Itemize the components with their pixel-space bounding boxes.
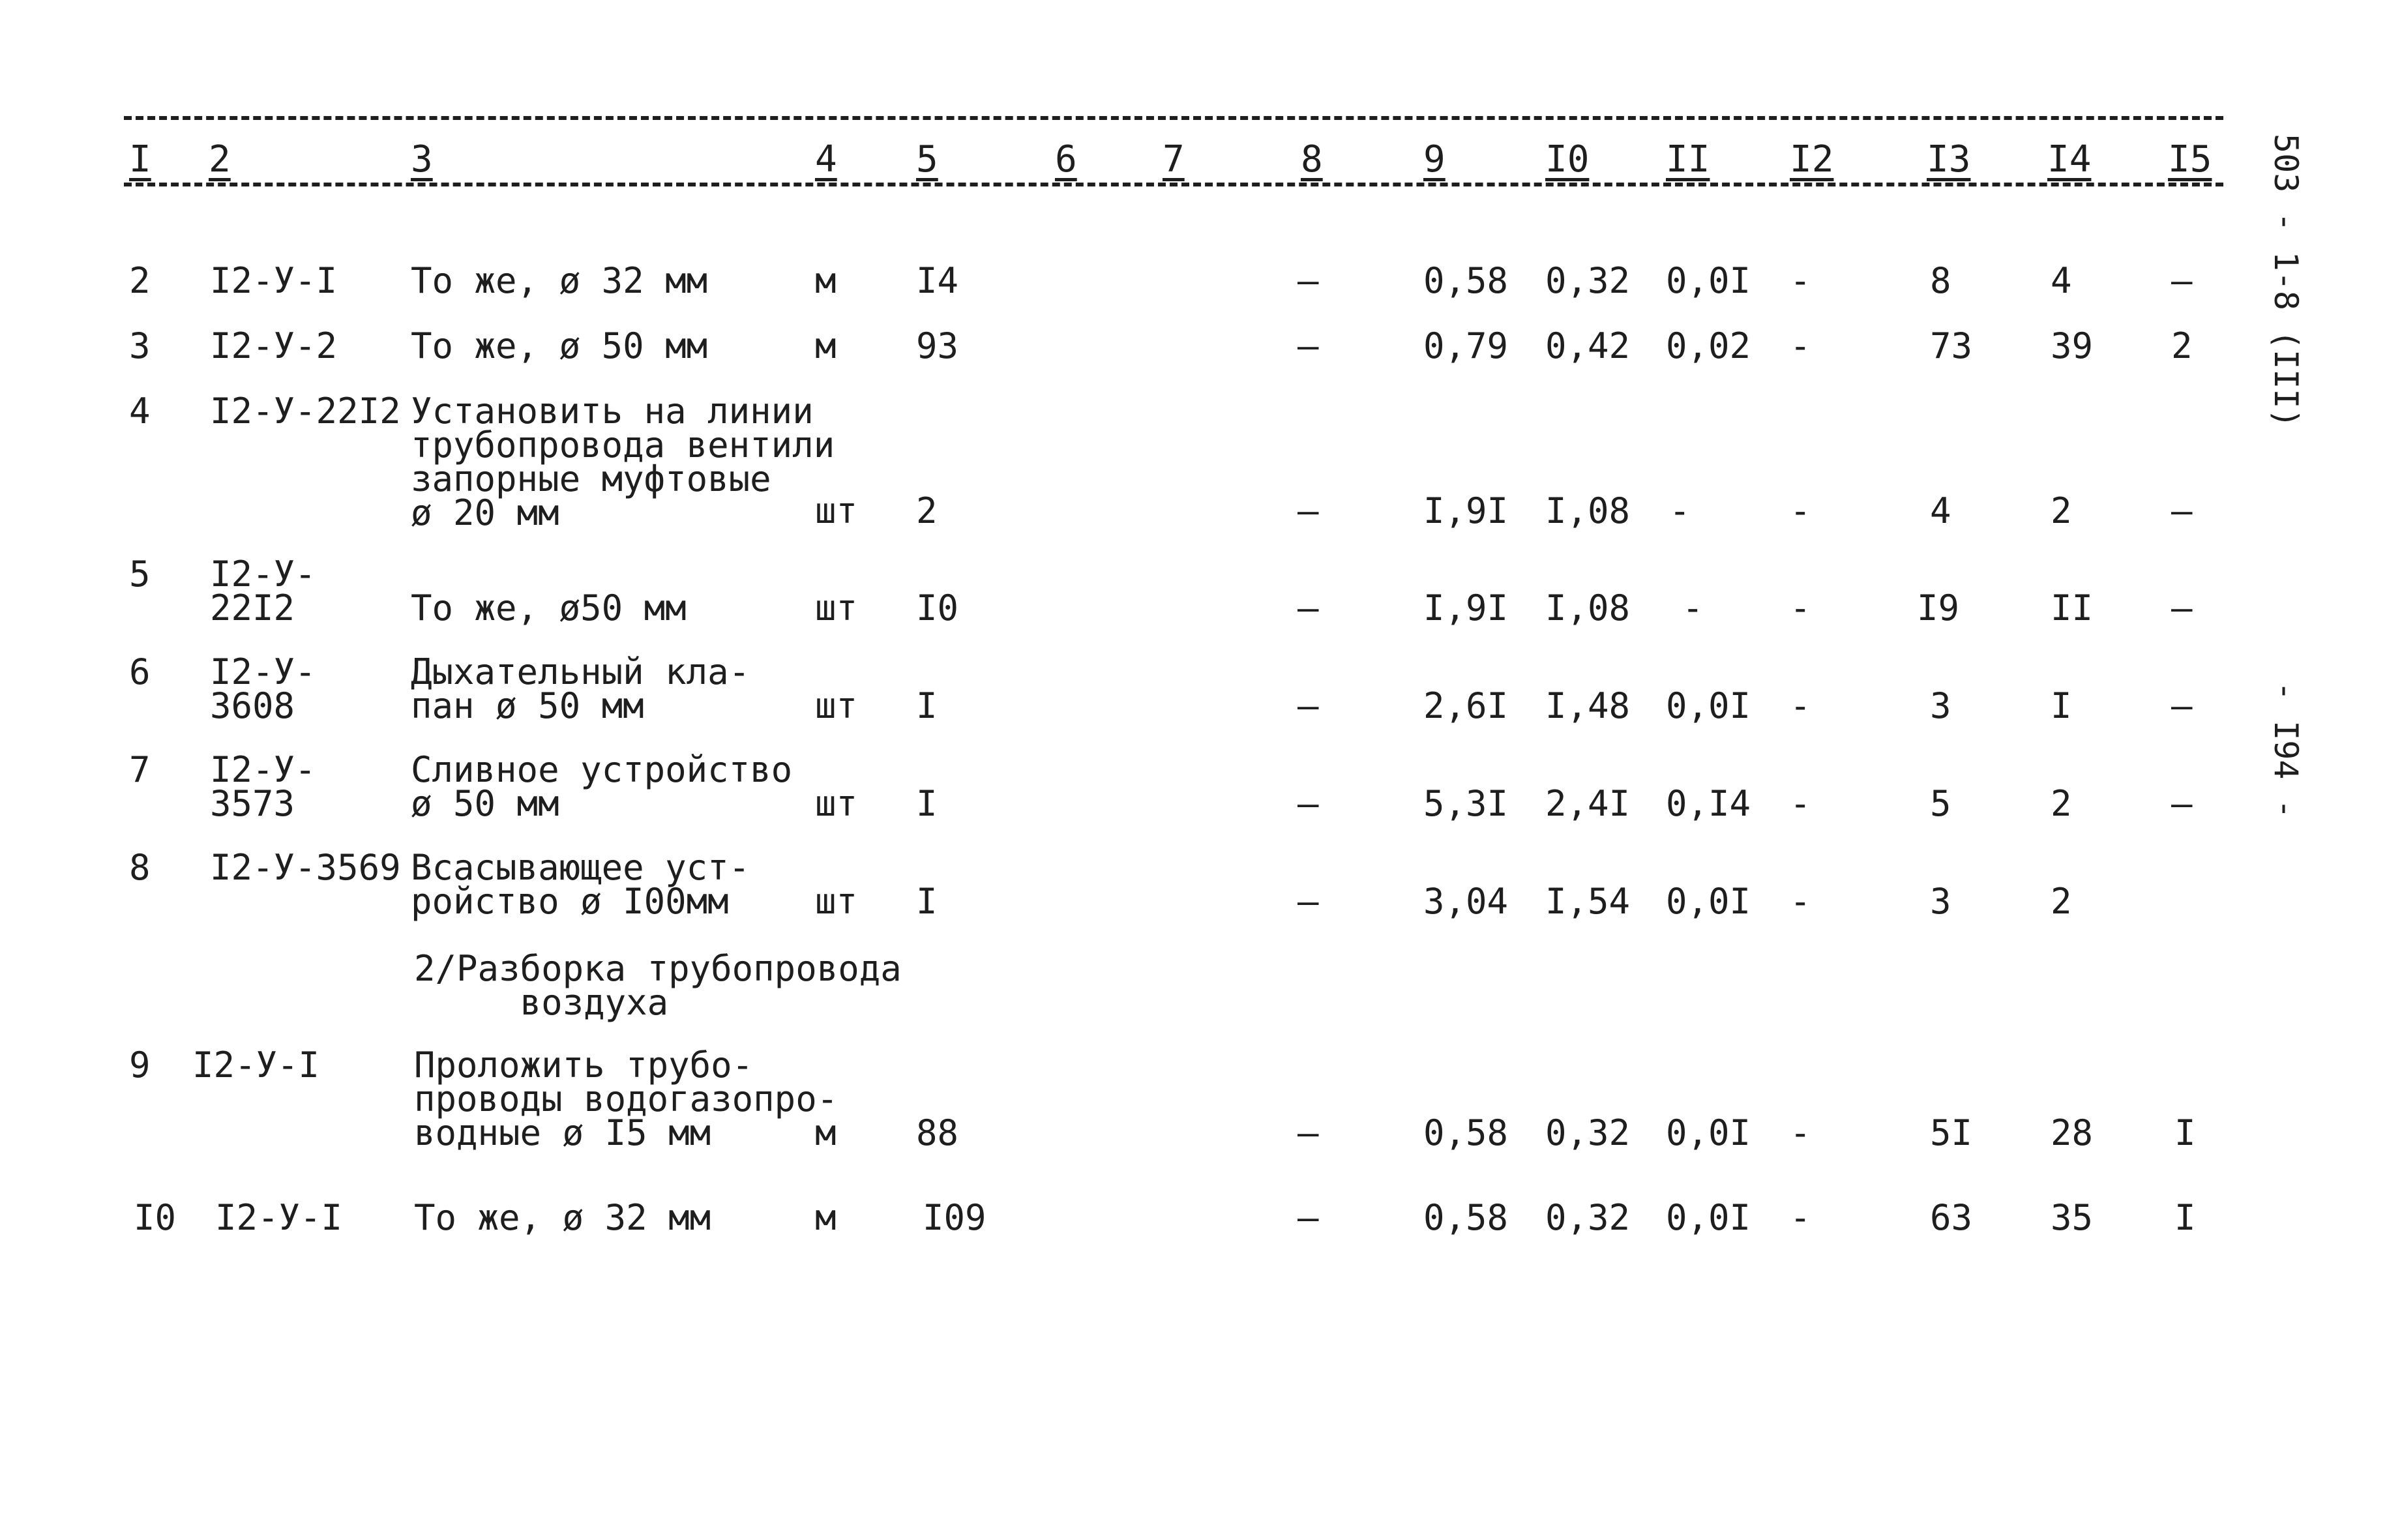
- col-12-value: -: [1790, 1197, 1811, 1238]
- col-11-value: 0,02: [1666, 325, 1751, 366]
- col-15-value: I: [2174, 1197, 2196, 1238]
- col-9-value: 0,58: [1423, 1197, 1509, 1238]
- col-14-value: I: [2051, 685, 2072, 726]
- work-description: Дыхательный кла- пан ø 50 мм: [411, 651, 750, 726]
- row-number: 3: [129, 325, 151, 366]
- quantity: I4: [916, 260, 959, 301]
- unit: м: [815, 1112, 837, 1153]
- header-col-14: I4: [2047, 138, 2092, 181]
- unit: шт: [815, 685, 858, 726]
- col-13-value: 4: [1930, 490, 1951, 531]
- rate-code: I2-У- 22I2: [210, 554, 316, 629]
- rate-code: I2-У-2: [210, 325, 338, 366]
- rate-code: I2-У-22I2: [210, 391, 401, 432]
- col-8-value: –: [1297, 325, 1319, 366]
- col-14-value: 28: [2051, 1112, 2094, 1153]
- rate-code: I2-У-I: [215, 1197, 343, 1238]
- col-9-value: I,9I: [1423, 490, 1509, 531]
- col-15-value: –: [2171, 587, 2193, 629]
- col-9-value: 3,04: [1423, 881, 1509, 922]
- col-12-value: -: [1790, 685, 1811, 726]
- col-15-value: I: [2174, 1112, 2196, 1153]
- col-10-value: I,08: [1545, 587, 1631, 629]
- col-13-value: 8: [1930, 260, 1951, 301]
- col-14-value: 2: [2051, 490, 2072, 531]
- col-9-value: 0,58: [1423, 260, 1509, 301]
- col-10-value: 2,4I: [1545, 783, 1631, 824]
- col-10-value: I,08: [1545, 490, 1631, 531]
- col-10-value: I,48: [1545, 685, 1631, 726]
- col-15-value: –: [2171, 490, 2193, 531]
- rate-code: I2-У- 3608: [210, 651, 316, 726]
- quantity: I0: [916, 587, 959, 629]
- col-10-value: 0,32: [1545, 1112, 1631, 1153]
- col-11-value: 0,0I: [1666, 1112, 1751, 1153]
- work-description: Сливное устройство ø 50 мм: [411, 749, 793, 824]
- col-10-value: 0,42: [1545, 325, 1631, 366]
- work-description: То же, ø 32 мм: [414, 1197, 711, 1238]
- col-11-value: 0,0I: [1666, 1197, 1751, 1238]
- col-8-value: –: [1297, 1197, 1319, 1238]
- col-8-value: –: [1297, 881, 1319, 922]
- col-12-value: -: [1790, 325, 1811, 366]
- col-11-value: -: [1669, 490, 1691, 531]
- col-9-value: 0,58: [1423, 1112, 1509, 1153]
- work-description: То же, ø50 мм: [411, 587, 687, 629]
- quantity: 2: [916, 490, 938, 531]
- rate-code: I2-У-I: [210, 260, 338, 301]
- col-11-value: 0,0I: [1666, 260, 1751, 301]
- col-13-value: 73: [1930, 325, 1973, 366]
- header-col-6: 6: [1055, 138, 1077, 181]
- col-9-value: 5,3I: [1423, 783, 1509, 824]
- col-9-value: 0,79: [1423, 325, 1509, 366]
- header-dashed-rule: [124, 183, 2223, 186]
- col-8-value: –: [1297, 1112, 1319, 1153]
- row-number: 4: [129, 391, 151, 432]
- col-14-value: 2: [2051, 881, 2072, 922]
- unit: шт: [815, 783, 858, 824]
- col-14-value: 4: [2051, 260, 2072, 301]
- quantity: I09: [923, 1197, 986, 1238]
- col-8-value: –: [1297, 490, 1319, 531]
- header-col-4: 4: [815, 138, 837, 181]
- quantity: I: [916, 685, 938, 726]
- col-14-value: 2: [2051, 783, 2072, 824]
- col-10-value: 0,32: [1545, 1197, 1631, 1238]
- col-10-value: I,54: [1545, 881, 1631, 922]
- rate-code: I2-У-I: [192, 1044, 320, 1086]
- rate-code: I2-У- 3573: [210, 749, 316, 824]
- col-8-value: –: [1297, 260, 1319, 301]
- header-col-9: 9: [1423, 138, 1446, 181]
- row-number: 8: [129, 847, 151, 888]
- col-9-value: I,9I: [1423, 587, 1509, 629]
- quantity: I: [916, 783, 938, 824]
- row-number: 9: [129, 1044, 151, 1086]
- col-15-value: –: [2171, 783, 2193, 824]
- col-13-value: 5: [1930, 783, 1951, 824]
- col-12-value: -: [1790, 783, 1811, 824]
- unit: шт: [815, 587, 858, 629]
- header-col-15: I5: [2168, 138, 2212, 181]
- col-12-value: -: [1790, 587, 1811, 629]
- col-8-value: –: [1297, 587, 1319, 629]
- row-number: 5: [129, 554, 151, 595]
- col-10-value: 0,32: [1545, 260, 1631, 301]
- col-15-value: –: [2171, 260, 2193, 301]
- quantity: 88: [916, 1112, 959, 1153]
- work-description: Установить на линии трубопровода вентили запорные муфтовые ø 20 мм: [411, 391, 835, 533]
- work-description: То же, ø 50 мм: [411, 325, 708, 366]
- col-8-value: –: [1297, 783, 1319, 824]
- work-description: Всасывающее уст- ройство ø I00мм: [411, 847, 750, 922]
- unit: м: [815, 1197, 837, 1238]
- header-col-5: 5: [916, 138, 938, 181]
- rate-code: I2-У-3569: [210, 847, 401, 888]
- header-col-11: II: [1666, 138, 1710, 181]
- row-number: 6: [129, 651, 151, 692]
- unit: шт: [815, 881, 858, 922]
- col-12-value: -: [1790, 260, 1811, 301]
- header-col-8: 8: [1301, 138, 1323, 181]
- col-11-value: -: [1682, 587, 1704, 629]
- col-13-value: 3: [1930, 881, 1951, 922]
- col-13-value: 63: [1930, 1197, 1973, 1238]
- col-11-value: 0,0I: [1666, 881, 1751, 922]
- unit: м: [815, 260, 837, 301]
- col-15-value: 2: [2171, 325, 2193, 366]
- col-14-value: II: [2051, 587, 2094, 629]
- col-12-value: -: [1790, 881, 1811, 922]
- unit: шт: [815, 490, 858, 531]
- header-col-12: I2: [1790, 138, 1834, 181]
- col-13-value: 3: [1930, 685, 1951, 726]
- document-code-margin: 503 - 1-8 (III): [2267, 134, 2305, 428]
- row-number: 2: [129, 260, 151, 301]
- col-14-value: 35: [2051, 1197, 2094, 1238]
- work-description: Проложить трубо- проводы водогазопро- водные ø I5 мм: [414, 1044, 838, 1153]
- page-number-margin: - I94 -: [2267, 681, 2305, 819]
- col-12-value: -: [1790, 1112, 1811, 1153]
- header-col-10: I0: [1545, 138, 1590, 181]
- col-12-value: -: [1790, 490, 1811, 531]
- quantity: I: [916, 881, 938, 922]
- col-13-value: I9: [1917, 587, 1960, 629]
- col-11-value: 0,I4: [1666, 783, 1751, 824]
- row-number: I0: [134, 1197, 177, 1238]
- col-14-value: 39: [2051, 325, 2094, 366]
- header-col-7: 7: [1163, 138, 1185, 181]
- col-11-value: 0,0I: [1666, 685, 1751, 726]
- work-description: То же, ø 32 мм: [411, 260, 708, 301]
- header-col-3: 3: [411, 138, 433, 181]
- header-col-1: I: [129, 138, 151, 181]
- unit: м: [815, 325, 837, 366]
- col-9-value: 2,6I: [1423, 685, 1509, 726]
- col-13-value: 5I: [1930, 1112, 1973, 1153]
- col-8-value: –: [1297, 685, 1319, 726]
- row-number: 7: [129, 749, 151, 790]
- header-col-13: I3: [1927, 138, 1971, 181]
- section-heading: 2/Разборка трубопровода воздуха: [414, 948, 902, 1023]
- col-15-value: –: [2171, 685, 2193, 726]
- top-dashed-rule: [124, 116, 2223, 120]
- quantity: 93: [916, 325, 959, 366]
- header-col-2: 2: [209, 138, 231, 181]
